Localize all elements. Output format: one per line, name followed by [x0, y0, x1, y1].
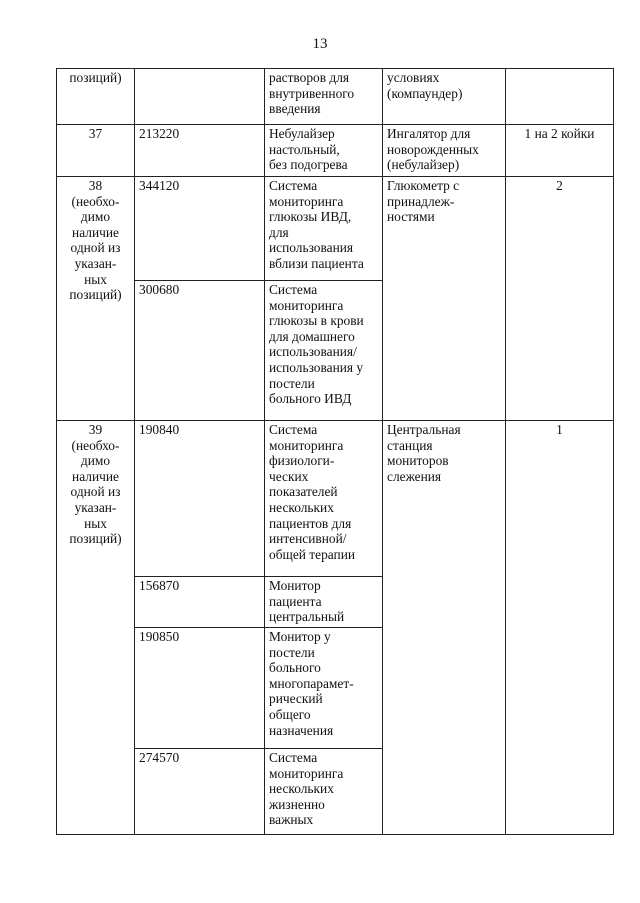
position-number-cell: позиций) [57, 69, 135, 125]
equipment-name-cell: Система мониторинга физиологи- ческих показателей нескольких пациентов для интенсивной/ общей терапии [265, 421, 383, 577]
code-cell: 190850 [135, 628, 265, 749]
equipment-name-cell: Монитор у постели больного многопарамет- рический общего назначения [265, 628, 383, 749]
equipment-name-cell: Система мониторинга глюкозы ИВД, для использования вблизи пациента [265, 177, 383, 281]
position-number-cell: 37 [57, 125, 135, 177]
code-cell [135, 69, 265, 125]
code-cell: 344120 [135, 177, 265, 281]
equipment-table [56, 68, 614, 835]
table-row [57, 69, 614, 125]
code-cell: 300680 [135, 281, 265, 421]
position-number-cell: 39 (необхо- димо наличие одной из указан- ных позиций) [57, 421, 135, 835]
equipment-group-cell: Глюкометр с принадлеж- ностями [383, 177, 506, 421]
quantity-cell [506, 69, 614, 125]
code-cell: 274570 [135, 749, 265, 835]
table-row [57, 421, 614, 577]
equipment-name-cell: растворов для внутривенного введения [265, 69, 383, 125]
equipment-name-cell: Монитор пациента центральный [265, 577, 383, 628]
table-row [57, 125, 614, 177]
equipment-group-cell: условиях (компаундер) [383, 69, 506, 125]
quantity-cell: 2 [506, 177, 614, 421]
code-cell: 213220 [135, 125, 265, 177]
equipment-group-cell: Ингалятор для новорожденных (небулайзер) [383, 125, 506, 177]
table-row [57, 177, 614, 281]
position-number-cell: 38 (необхо- димо наличие одной из указан- ных позиций) [57, 177, 135, 421]
quantity-cell: 1 на 2 койки [506, 125, 614, 177]
page-number: 13 [312, 36, 328, 52]
equipment-group-cell: Центральная станция мониторов слежения [383, 421, 506, 835]
equipment-name-cell: Система мониторинга глюкозы в крови для домашнего использования/ использования у постели больного ИВД [265, 281, 383, 421]
code-cell: 190840 [135, 421, 265, 577]
equipment-name-cell: Небулайзер настольный, без подогрева [265, 125, 383, 177]
code-cell: 156870 [135, 577, 265, 628]
equipment-name-cell: Система мониторинга нескольких жизненно важных [265, 749, 383, 835]
quantity-cell: 1 [506, 421, 614, 835]
